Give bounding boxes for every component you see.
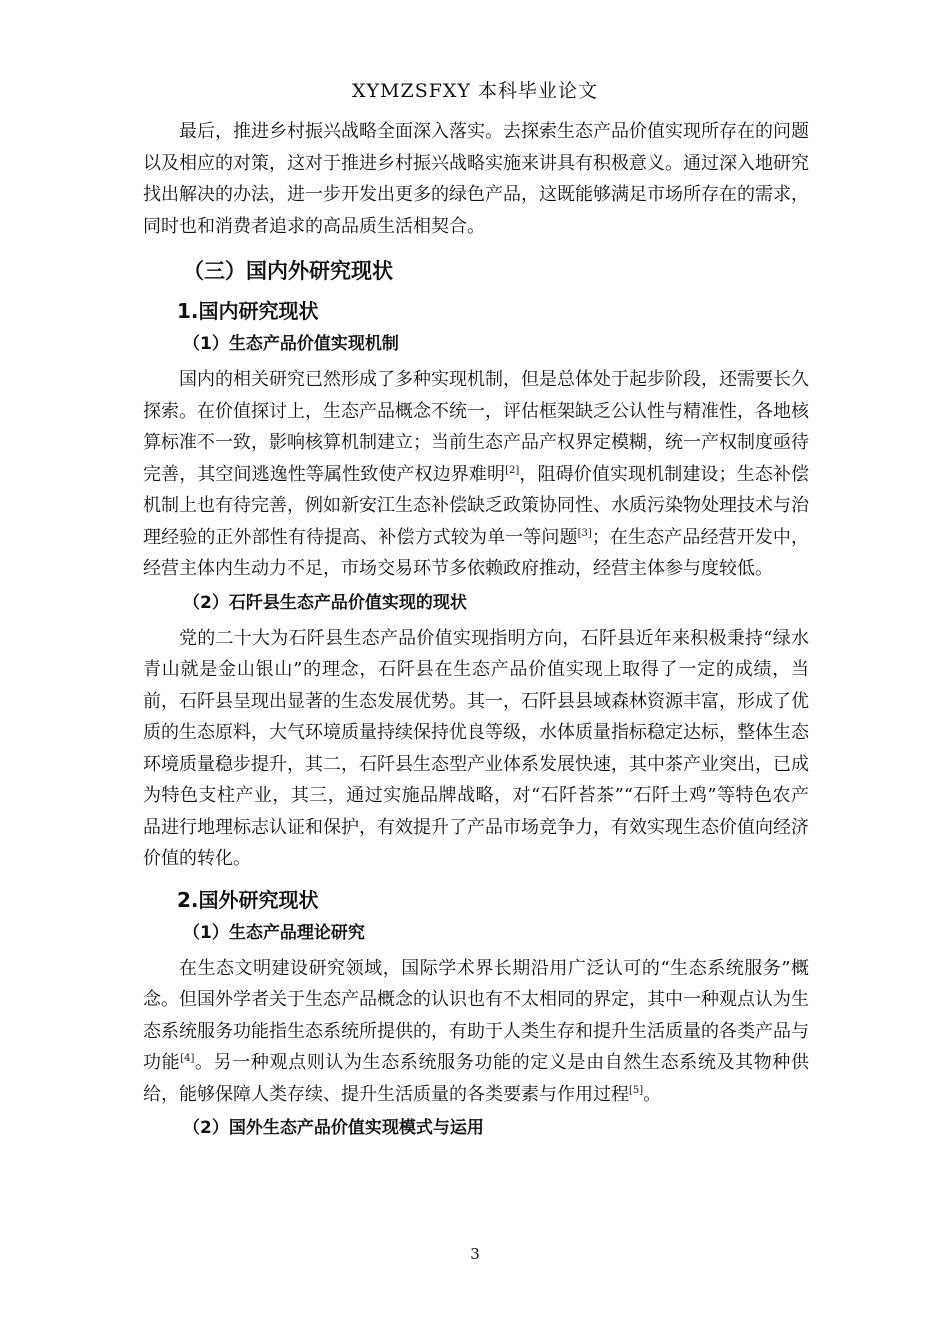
- page-number: 3: [470, 1245, 480, 1263]
- subheading-shiqian-status: （2）石阡县生态产品价值实现的现状: [183, 592, 467, 613]
- text-segment: 。: [643, 1083, 662, 1105]
- citation-ref: [3]: [577, 527, 592, 539]
- section-heading-research-status: （三）国内外研究现状: [183, 259, 393, 283]
- text-segment: 。另一种观点则认为生态系统服务功能的定义是由自然生态系统及其物种供给，能够保障人类存续、提升生活质量的各类要素与作用过程: [143, 1052, 809, 1105]
- text-segment: ；在生态产品经营开发中，经营主体内生动力不足，市场交易环节多依赖政府推动，经营主体参与度较低。: [143, 526, 809, 579]
- paragraph-foreign-theory: [143, 953, 809, 1111]
- paragraph-domestic-mechanism: [143, 364, 809, 585]
- citation-ref: [4]: [180, 1053, 195, 1064]
- subheading-theory: （1）生态产品理论研究: [183, 922, 365, 943]
- text-segment: ，阻碍价值实现机制建设；生态补偿机制上也有待完善，例如新安江生态补偿缺乏政策协同性、水质污染物处理技术与治理经验的正外部性有待提高、补偿方式较为单一等问题: [143, 463, 809, 548]
- subsection-heading-domestic: 1.国内研究现状: [177, 299, 319, 323]
- page-header: XYMZSFXY 本科毕业论文: [351, 80, 599, 102]
- body-content: [143, 116, 809, 1148]
- text-segment: 国内的相关研究已然形成了多种实现机制，但是总体处于起步阶段，还需要长久探索。在价值探讨上，生态产品概念不统一，评估框架缺乏公认性与精准性，各地核算标准不一致，影响核算机制建立；当前生态产品产权界定模糊，统一产权制度亟待完善，其空间逃逸性等属性致使产权边界难明: [143, 369, 809, 485]
- citation-ref: [2]: [505, 464, 520, 476]
- subheading-value-mechanism: （1）生态产品价值实现机制: [183, 334, 399, 354]
- subheading-foreign-modes: （2）国外生态产品价值实现模式与运用: [183, 1118, 484, 1138]
- citation-ref: [5]: [629, 1084, 644, 1096]
- paragraph-shiqian: 党的二十大为石阡县生态产品价值实现指明方向，石阡县近年来积极秉持“绿水青山就是金山银山”的理念，石阡县在生态产品价值实现上取得了一定的成绩，当前，石阡县呈现出显著的生态发展优势。其一，石阡县县域森林资源丰富，形成了优质的生态原料，大气环境质量持续保持优良等级，水体质量指标稳定达标，整体生态环境质量稳步提升，其二，石阡县生态型产业体系发展快速，其中茶产业突出，已成为特色支柱产业，其三，通过实施品牌战略，对“石阡苔茶”“石阡土鸡”等特色农产品进行地理标志认证和保护，有效提升了产品市场竞争力，有效实现生态价值向经济价值的转化。: [143, 627, 809, 869]
- subsection-heading-foreign: 2.国外研究现状: [177, 887, 319, 912]
- paragraph-rural-revitalization: 最后，推进乡村振兴战略全面深入落实。去探索生态产品价值实现所存在的问题以及相应的对策，这对于推进乡村振兴战略实施来讲具有积极意义。通过深入地研究找出解决的办法，进一步开发出更多的绿色产品，这既能够满足市场所存在的需求，同时也和消费者追求的高品质生活相契合。: [143, 121, 809, 237]
- text-segment: 在生态文明建设研究领域，国际学术界长期沿用广泛认可的“生态系统服务”概念。但国外学者关于生态产品概念的认识也有不太相同的界定，其中一种观点认为生态系统服务功能指生态系统所提供的，有助于人类生存和提升生活质量的各类产品与功能: [143, 957, 809, 1073]
